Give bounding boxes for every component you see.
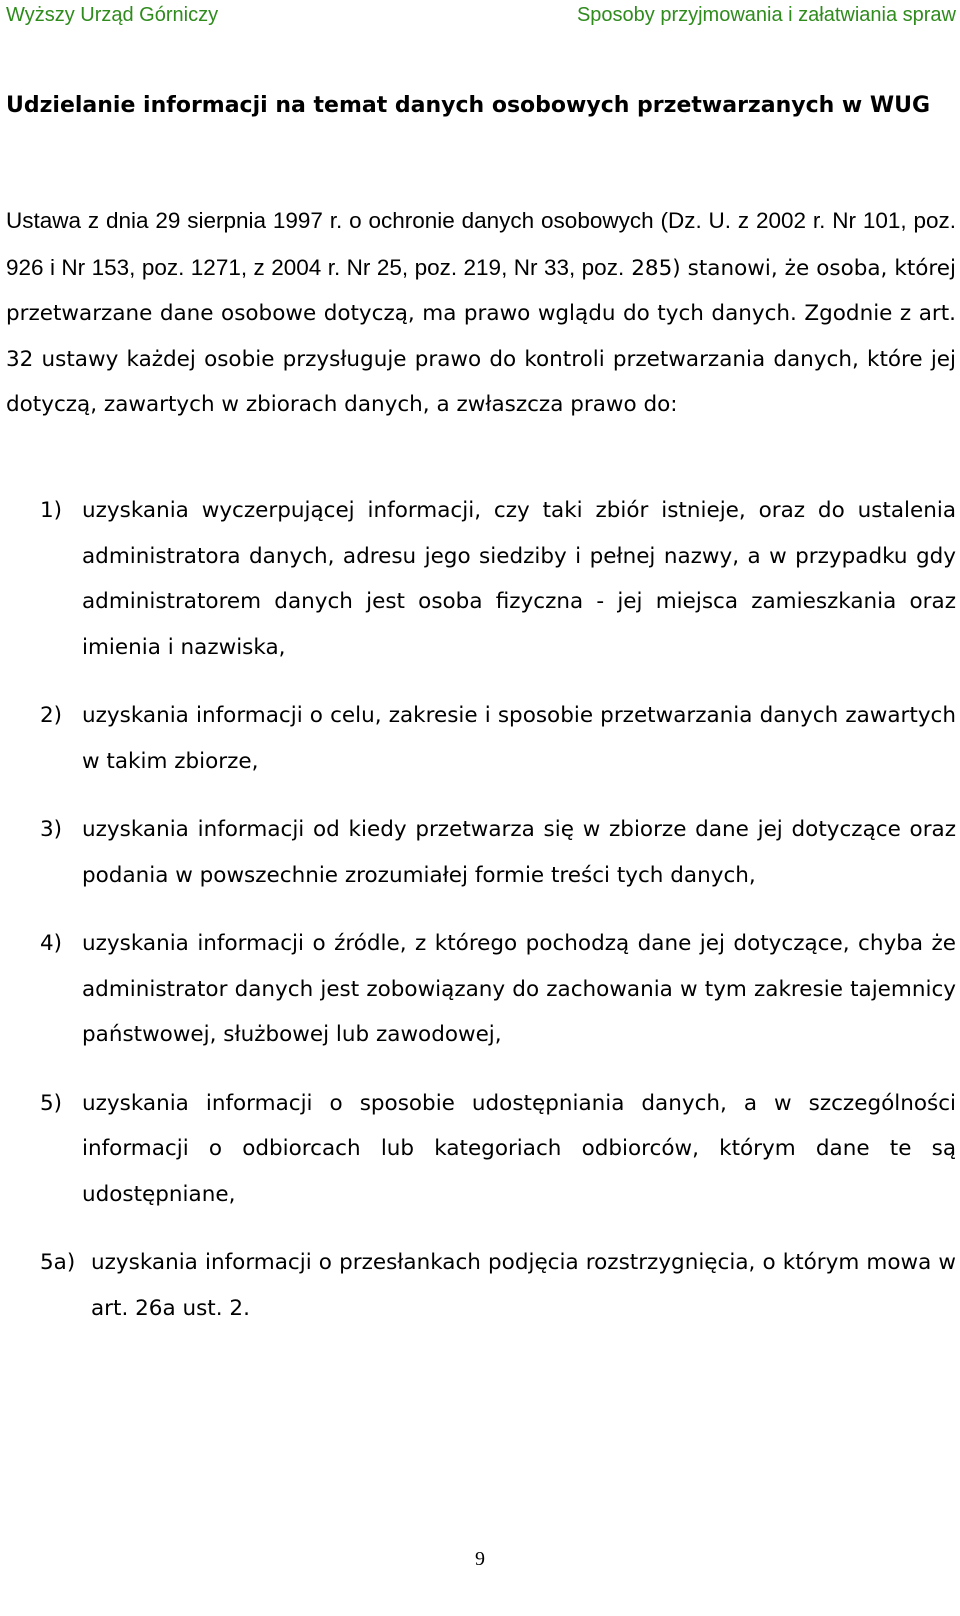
list-item-number: 1) — [40, 498, 63, 523]
header-section-title: Sposoby przyjmowania i załatwiania spraw — [576, 4, 956, 26]
list-item-text: uzyskania informacji o sposobie udostępniania danych, a w szczególności informacji o odbiorcach lub kategoriach odbiorców, którym dane te są udostępniane, — [82, 1090, 956, 1207]
page-header — [6, 4, 956, 30]
list-item — [40, 693, 956, 784]
list-item — [40, 807, 956, 898]
rights-list — [40, 488, 956, 1354]
header-organization: Wyższy Urząd Górniczy — [6, 4, 219, 26]
list-item-text: uzyskania wyczerpującej informacji, czy taki zbiór istnieje, oraz do ustalenia administratora danych, adresu jego siedziby i pełnej nazwy, a w przypadku gdy administratorem danych jest osoba fizyczna - jej miejsca zamieszkania oraz imienia i nazwiska, — [82, 498, 956, 660]
intro-text-part1: Ustawa z dnia 29 sierpnia 1997 r. o ochronie danych osobowych (Dz. U. z 2002 r. Nr 101, poz. 926 i Nr 153, poz. 1271, z 2004 r. Nr 25, poz. 219, Nr 33, poz. — [6, 208, 956, 280]
page-title: Udzielanie informacji na temat danych osobowych przetwarzanych w WUG — [6, 93, 931, 118]
intro-paragraph — [6, 198, 956, 428]
list-item-number: 3) — [40, 817, 63, 842]
list-item-number: 4) — [40, 931, 63, 956]
list-item — [40, 1081, 956, 1218]
intro-text-part2: 285) stanowi, że osoba, której przetwarzane dane osobowe dotyczą, ma prawo wglądu do tych danych. Zgodnie z art. 32 ustawy każdej osobie przysługuje prawo do kontroli przetwarzania danych, które jej dotyczą, zawartych w zbiorach danych, a zwłaszcza prawo do: — [6, 255, 957, 417]
page-number: 9 — [475, 1548, 485, 1570]
list-item-text: uzyskania informacji o źródle, z którego pochodzą dane jej dotyczące, chyba że administrator danych jest zobowiązany do zachowania w tym zakresie tajemnicy państwowej, służbowej lub zawodowej, — [82, 931, 956, 1047]
list-item-text: uzyskania informacji od kiedy przetwarza się w zbiorze dane jej dotyczące oraz podania w powszechnie zrozumiałej formie treści tych danych, — [82, 817, 956, 888]
list-item-number: 2) — [40, 703, 63, 728]
list-item-text: uzyskania informacji o przesłankach podjęcia rozstrzygnięcia, o którym mowa w art. 26a ust. 2. — [91, 1250, 956, 1321]
list-item-number: 5) — [40, 1090, 63, 1116]
list-item — [40, 1240, 956, 1331]
list-item — [40, 488, 956, 670]
list-item-text: uzyskania informacji o celu, zakresie i sposobie przetwarzania danych zawartych w takim zbiorze, — [82, 703, 956, 774]
list-item-number: 5a) — [40, 1250, 76, 1275]
list-item — [40, 921, 956, 1058]
